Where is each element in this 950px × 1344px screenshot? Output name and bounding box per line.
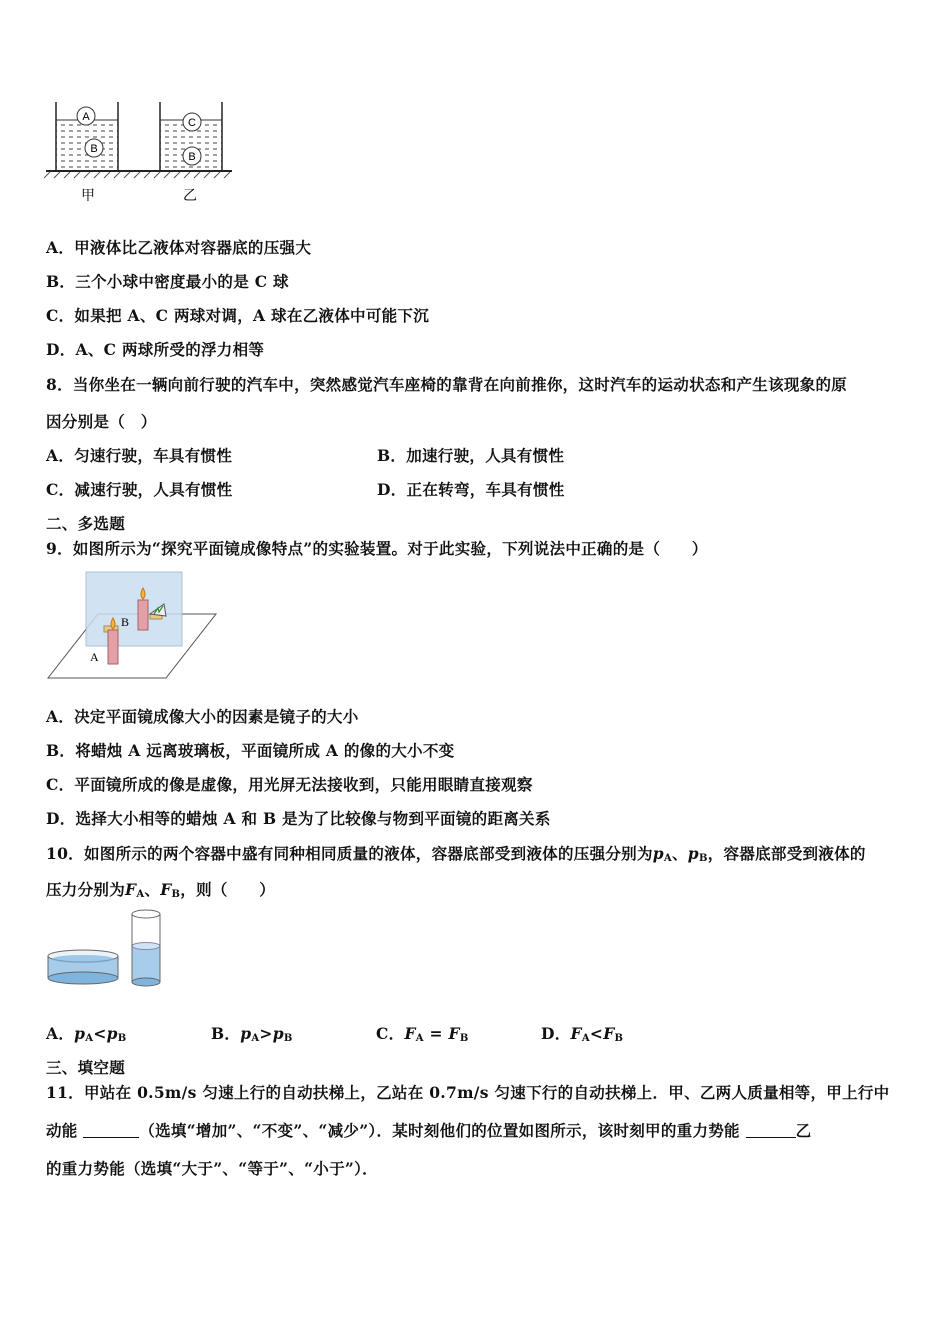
q8-stem-line2: 因分别是（ ） — [46, 412, 157, 431]
op: > — [259, 1024, 273, 1043]
sub-b: B — [698, 853, 708, 864]
op: = — [423, 1024, 449, 1043]
q10-option-c-label: C． — [376, 1024, 405, 1043]
sub-a: A — [581, 1033, 590, 1044]
sub-b: B — [171, 889, 181, 900]
q10-option-a-label: A． — [46, 1024, 75, 1043]
sub-a: A — [136, 889, 145, 900]
containers-balls-figure — [44, 98, 236, 208]
var-f: F — [570, 1024, 582, 1043]
q10-stem-line1 — [46, 842, 866, 864]
var-f: F — [603, 1024, 615, 1043]
var-p: p — [240, 1024, 252, 1043]
q7-option-b: B．三个小球中密度最小的是 C 球 — [46, 272, 289, 291]
q8-option-a: A．匀速行驶，车具有惯性 — [46, 446, 233, 465]
q8-option-d: D．正在转弯，车具有惯性 — [377, 480, 565, 499]
var-f: F — [125, 880, 137, 899]
sub-a: A — [663, 853, 672, 864]
label-yi: 乙 — [183, 188, 197, 204]
q7-option-c: C．如果把 A、C 两球对调，A 球在乙液体中可能下沉 — [46, 306, 430, 325]
q8-stem-line1: 8．当你坐在一辆向前行驶的汽车中，突然感觉汽车座椅的靠背在向前推你，这时汽车的运动状态和产生该现象的原 — [46, 375, 848, 394]
q8-option-c: C．减速行驶，人具有惯性 — [46, 480, 233, 499]
label-jia: 甲 — [81, 188, 95, 204]
q10-stem-text-2: ，容器底部受到液体的 — [707, 844, 866, 863]
q10-stem-text-1: 10．如图所示的两个容器中盛有同种相同质量的液体，容器底部受到液体的压强分别为 — [46, 844, 653, 863]
q10-option-b-label: B． — [211, 1024, 241, 1043]
q10-option-c — [376, 1022, 469, 1044]
q11-text-b: （选填“增加”、“不变”、“减少”）．某时刻他们的位置如图所示，该时刻甲的重力势能 — [139, 1121, 740, 1140]
op: < — [93, 1024, 107, 1043]
var-p: p — [272, 1024, 284, 1043]
sub-b: B — [117, 1033, 127, 1044]
q9-stem: 9．如图所示为“探究平面镜成像特点”的实验装置。对于此实验，下列说法中正确的是（ ） — [46, 539, 708, 558]
plane-mirror-figure — [46, 570, 218, 682]
q7-option-d: D．A、C 两球所受的浮力相等 — [46, 340, 265, 359]
sub-b: B — [283, 1033, 293, 1044]
ball-b-left-label: B — [90, 143, 98, 155]
label-candle-a: A — [90, 650, 99, 664]
sub-a: A — [415, 1033, 424, 1044]
q10-option-d-label: D． — [541, 1024, 571, 1043]
sep: 、 — [671, 844, 688, 863]
q10-stem-line2 — [46, 878, 275, 900]
op: < — [589, 1024, 604, 1043]
sep: 、 — [144, 880, 161, 899]
q11-line2 — [46, 1119, 811, 1141]
candle-b — [138, 600, 148, 630]
answer-blank-2[interactable] — [746, 1137, 796, 1138]
q11-text-c: 乙 — [795, 1121, 812, 1140]
var-p: p — [687, 844, 699, 863]
var-f: F — [448, 1024, 460, 1043]
sub-b: B — [459, 1033, 469, 1044]
ball-a-label: A — [82, 111, 90, 123]
q9-option-c: C．平面镜所成的像是虚像，用光屏无法接收到，只能用眼睛直接观察 — [46, 775, 533, 794]
var-p: p — [652, 844, 664, 863]
q10-option-a — [46, 1022, 127, 1044]
q10-stem-text-3: 压力分别为 — [46, 880, 126, 899]
q9-option-b: B．将蜡烛 A 远离玻璃板，平面镜所成 A 的像的大小不变 — [46, 741, 455, 760]
q7-option-a: A．甲液体比乙液体对容器底的压强大 — [46, 238, 312, 257]
section-multiple-choice: 二、多选题 — [46, 514, 126, 533]
q11-line3: 的重力势能（选填“大于”、“等于”、“小于”）． — [46, 1159, 378, 1178]
candle-a — [108, 630, 118, 664]
var-f: F — [160, 880, 172, 899]
sub-a: A — [251, 1033, 260, 1044]
var-p: p — [106, 1024, 118, 1043]
glass-plate — [86, 572, 182, 646]
sub-a: A — [85, 1033, 94, 1044]
ball-b-right-label: B — [188, 151, 196, 163]
two-containers-figure — [44, 908, 168, 988]
section-fill-blank: 三、填空题 — [46, 1058, 126, 1077]
ball-c-label: C — [188, 117, 196, 129]
q10-option-b — [211, 1022, 293, 1044]
q9-option-a: A．决定平面镜成像大小的因素是镜子的大小 — [46, 707, 359, 726]
var-p: p — [74, 1024, 86, 1043]
q11-line1: 11．甲站在 0.5m/s 匀速上行的自动扶梯上，乙站在 0.7m/s 匀速下行的自动扶梯上．甲、乙两人质量相等，甲上行中 — [46, 1083, 890, 1102]
var-f: F — [404, 1024, 416, 1043]
label-candle-b: B — [121, 615, 130, 629]
q10-stem-text-4: ，则（ ） — [180, 880, 276, 899]
q9-option-d: D．选择大小相等的蜡烛 A 和 B 是为了比较像与物到平面镜的距离关系 — [46, 809, 551, 828]
q8-option-b: B．加速行驶，人具有惯性 — [377, 446, 565, 465]
sub-b: B — [614, 1033, 624, 1044]
q10-option-d — [541, 1022, 623, 1044]
answer-blank-1[interactable] — [83, 1137, 139, 1138]
q11-text-a: 动能 — [46, 1121, 78, 1140]
